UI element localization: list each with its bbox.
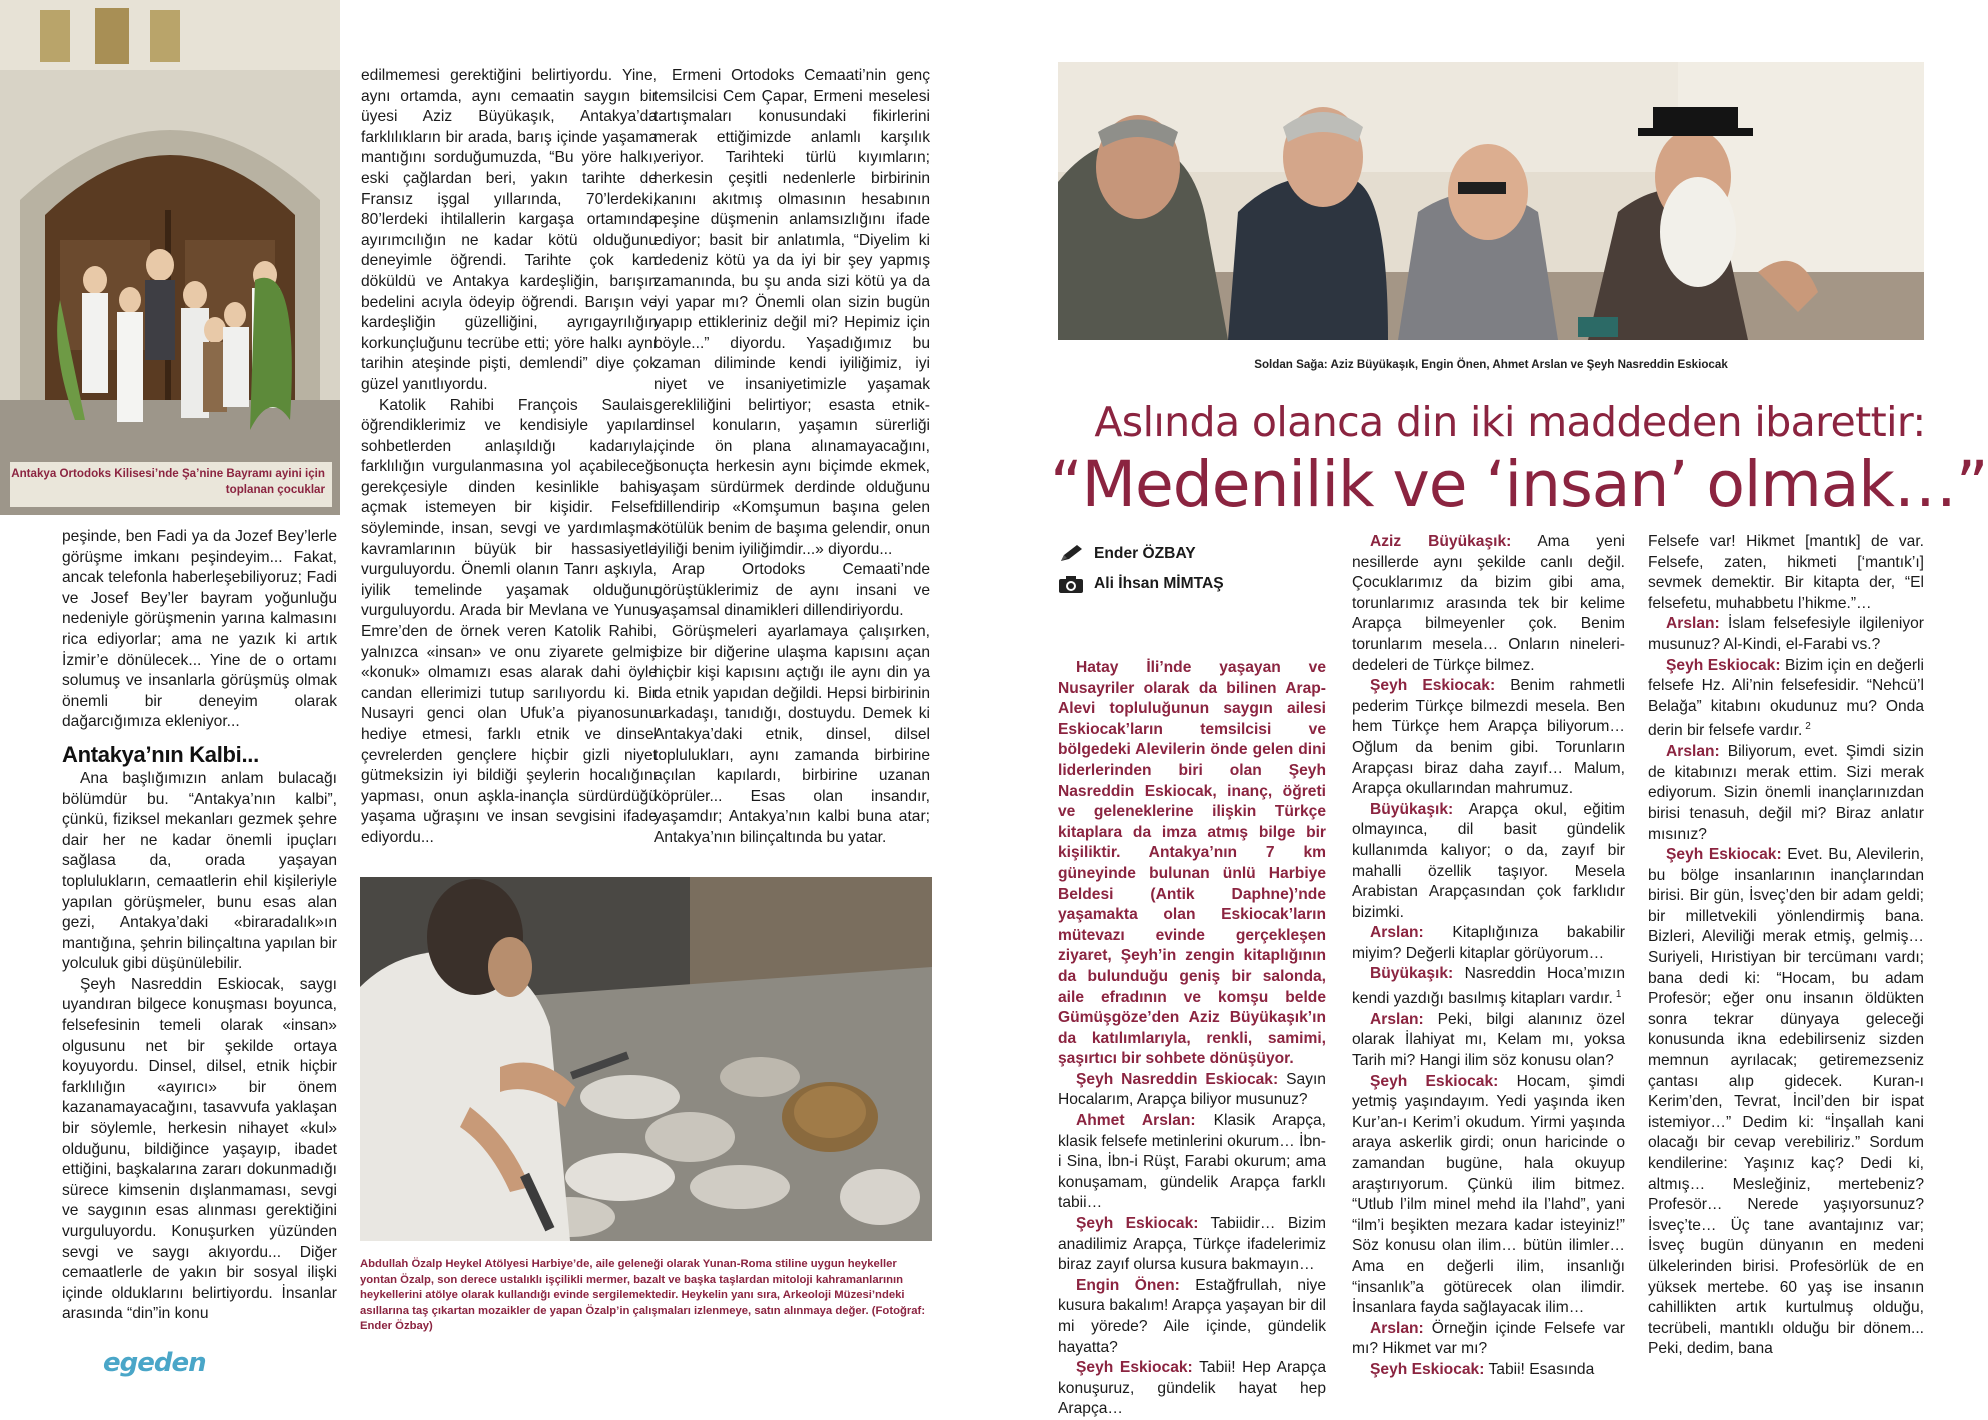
author-name: Ender ÖZBAY [1094,545,1196,562]
speaker-name: Şeyh Eskiocak: [1370,1360,1485,1378]
dialogue-line [1648,742,1924,845]
dialogue-line [1352,1010,1625,1072]
dialogue-line [1352,676,1625,800]
article-title-line-1: Aslında olanca din iki maddeden ibarettir: [1094,398,1926,446]
speaker-name: Büyükaşık: [1370,965,1454,983]
speaker-name: Arslan: [1666,615,1720,633]
author-byline [1058,544,1196,564]
dialogue-text: Tabiidir… Bizim anadilimiz Arapça, Türkçe ifadelerimiz biraz zayıf olursa kusura bakmayın… [1058,1215,1326,1274]
church-photo-caption: Antakya Ortodoks Kilisesi’nde Şa’nine Bayramı ayini için toplanan çocuklar [11,467,325,496]
dialogue-line [1352,1360,1625,1381]
footnote-marker: 2 [1805,721,1811,733]
sculptor-workshop-photo [360,877,932,1241]
col1-paragraph-1: Ana başlığımızın anlam bulacağı bölümdür bu. “Antakya’nın kalbi”, çünkü, fiziksel mekanları gezmek şehre dair her ne kadar önemli ipuçları sağlasa da, orada yaşayan toplulukların, cemaatlerin ehil kişileriyle yapılan görüşmeler, bunu esas alan gezi, Antakya’daki «biraradalık»ın mantığına, şehrin bilinçaltına yapılan bir yolculuk gibi düşünülebilir. [62,769,337,973]
dialogue-text: Örneğin içinde Felsefe var mı? Hikmet var mı? [1352,1319,1625,1358]
speaker-name: Şeyh Eskiocak: [1666,846,1782,864]
dialogue-line [1058,1214,1326,1276]
col2-paragraph-1: edilmemesi gerektiğini belirtiyordu. Yine, aynı ortamda, aynı cemaatin saygın bir üyesi Aziz Büyükaşık, Antakya’da farklılıkların bir arada, barış içinde yaşama mantığını sorduğumuzda, “Bu yöre halkı, eski çağlardan beri, yakın tarihte de Fransız işgal yıllarında, 70’lerdeki, 80’lerdeki ihtilallerin kargaşa ortamında ayırımcılığın ne kadar kötü olduğunu deneyimle öğrendi. Tarihte çok kan döküldü ve Antakya kardeşliğin, barışın bedelini acıyla ödeyip öğrendi. Barışın ve kardeşliğin güzelliğini, ayrıgayrılığın korkunçluğunu tecrübe etti; yöre halkı aynı tarihin ateşinde pişti, demlendi” diye çok güzel yanıtlıyordu. [361,67,657,393]
speaker-name: Arslan: [1370,1319,1424,1337]
speaker-name: Arslan: [1666,743,1720,761]
col3-continuation: Felsefe var! Hikmet [mantık] de var. Felsefe, zaten, hikmeti [‘mantık’ı] sevmek demektir. Bir kitapta der, “El felsefetu, muhabbetu l’hikme.”… [1648,533,1924,612]
pen-icon [1058,544,1084,564]
subhead-antakya-kalbi: Antakya’nın Kalbi... [62,741,259,767]
dialogue-line [1058,1358,1326,1420]
sculptor-workshop-illustration [360,877,932,1241]
speaker-name: Şeyh Eskiocak: [1370,1072,1499,1090]
dialogue-line [1352,964,1625,1009]
col1-paragraph-2: Şeyh Nasreddin Eskiocak, saygı uyandıran bilgece konuşması boyunca, felsefesinin temeli olarak «insan» olgusunu net bir şekilde ortaya koyuyordu. Dinsel, dilsel, etnik hiçbir farklılığın «ayırıcı» bir önem kazanamayacağını, tasavvufa yaklaşan bir söylemle, herkesin nihayet «kul» olduğunu, bildiğince yaşayıp, ibadet ettiğini, başkalarına zararı dokunmadığı sürece kimsenin dışlanmaması, sevgi ve saygının esas alınması gerektiğini vurguluyordu. Konuşurken yüzünden sevgi ve saygı akıyordu... Diğer cemaatlerle de yakın bir sosyal ilişki içinde olduklarını belirtiyordu. İnsanlar arasında “din”in konu [62,975,337,1323]
dialogue-text: Nasreddin Hoca’mızın kendi yazdığı basılmış kitapları vardır. [1352,965,1625,1008]
dialogue-line [1648,845,1924,1360]
right-column-2 [1352,532,1625,1381]
dialogue-text: Peki, bilgi alanınız özel olarak İlahiyat mı, Kelam mı, yoksa Tarih mi? Hangi ilim söz konusu olan? [1352,1010,1625,1070]
dialogue-line [1352,1072,1625,1319]
col1-intro-paragraph: peşinde, ben Fadi ya da Jozef Bey’lerle görüşme imkanı peşindeyim... Fakat, ancak telefonla haberleşebiliyoruz; Fadi ve Josef Bey’ler bayram yoğunluğu nedeniyle görüşmenin yarına kalmasını rica ediyorlar; ama ne yazık ki artık İzmir’e dönülecek... Yine de o ortamı solumuş ve insanlarla görüşmüş olmak önemli bir deneyim olarak dağarcığımıza ekleniyor... [62,528,337,731]
speaker-name: Şeyh Eskiocak: [1076,1359,1193,1377]
dialogue-line [1058,1111,1326,1214]
dialogue-line [1352,1319,1625,1360]
lead-paragraph: Hatay İli’nde yaşayan ve Nusayriler olarak da bilinen Arap-Alevi topluluğunun saygın ailesi Eskiocak’ların temsilcisi ve bölgedeki Alevilerin önde gelen dini liderlerinden biri olan Şeyh Nasreddin Eskiocak, inanç, öğreti ve geleneklerine ilişkin Türkçe kitaplara da imza atmış bilge bir kişiliktir. Antakya’nın 7 km güneyinde bulunan ünlü Harbiye Beldesi (Antik Daphne)’nde yaşamakta olan Eskiocak’ların mütevazı evinde gerçekleşen ziyaret, Şeyh’in zengin kitaplığının da bulunduğu geniş bir salonda, aile efradının ve komşu belde Gümüşgöze’den Aziz Büyükaşık’ın da katılımlarıyla, renkli, samimi, şaşırtıcı bir sohbete dönüşüyor. [1058,659,1326,1068]
dialogue-text: İslam felsefesiyle ilgileniyor musunuz? Al-Kindi, el-Farabi vs.? [1648,615,1924,653]
dialogue-text: Ama yeni nesillerde aynı şekilde canlı değil. Çocuklarımız da bizim gibi ama, torunlarımız arasında tek bir kelime Arapça bilmeyenler çok. Benim torunlarım mesela… Onların nineleri-dedeleri de Türkçe bilmez. [1352,533,1625,674]
church-children-illustration [0,0,340,515]
speaker-name: Şeyh Nasreddin Eskiocak: [1076,1070,1279,1088]
dialogue-text: Tabii! Esasında [1488,1360,1595,1378]
group-photo [1058,62,1924,340]
dialogue-text: Klasik Arapça, klasik felsefe metinlerini okurum… İbn-i Sina, İbn-i Rüşt, Farabi okurum; ama konuşamam, gündelik Arapça farklı tabii… [1058,1112,1327,1212]
speaker-name: Engin Önen: [1076,1276,1180,1294]
dialogue-text: Biliyorum, evet. Şimdi sizin de kitabınızı merak ettim. Sizi merak ediyorum. Sizin önemli inançlarınızdan birisi tenasuh, değil mi? Biraz anlatır mısınız? [1648,743,1924,843]
footnote-marker: 1 [1615,989,1622,1001]
dialogue-text: Kitaplığınıza bakabilir miyim? Değerli kitaplar görüyorum… [1352,924,1625,962]
right-column-1 [1058,658,1326,1420]
group-photo-illustration [1058,62,1924,340]
dialogue-line [1352,800,1625,924]
speaker-name: Şeyh Eskiocak: [1076,1215,1199,1233]
left-column-1 [62,527,337,1325]
dialogue-text: Tabii! Hep Arapça konuşuruz, gündelik hayat hep Arapça… [1058,1359,1326,1418]
article-title-line-2: “Medenilik ve ‘insan’ olmak…” [1050,448,1988,521]
dialogue-line [1352,923,1625,964]
dialogue-text: Evet. Bu, Alevilerin, bu bölge insanlarının inançlarından birisi. Bir gün, İsveç’den bir adam geldi; bir milletvekili yönlendirmiş bana. Bizleri, Aleviliği merak etmiş, gelmiş… Suriyeli, Hıristiyan bir tercümanı vardı; bana dedi ki: “Hocam, bu adam Profesör; eğer onu insanın öldükten sonra tekrar dünyaya geleceği konusunda ikna edebilirseniz sizden memnun ayrılacak; getiremezseniz çantası alıp gidecek. Kuran-ı Kerim’den, Tevrat, İncil’den bir ispat istemiyor…” Dedim ki: “İnşallah kani olacağı bir cevap verebiliriz.” Sordum kendilerine: Yaşınız kaç? Dedi ki, altmış… Mesleğiniz, mertebeniz? Profesör… Nerede yaşıyorsunuz? İsveç’te… Üç tane avantajınız var; İsveç bugün dünyanın en medeni ülkelerinden birisi. Profesörlük de en yüksek mertebe. 60 yaş ise insanın cahillikten artık kurtulmuş olduğu, tecrübeli, mantıklı olduğu bir dönem... Peki, dedim, bana [1648,846,1924,1358]
left-column-3 [654,66,930,849]
speaker-name: Arslan: [1370,924,1424,942]
sculptor-caption-credit: (Fotoğraf: Ender Özbay) [360,1304,926,1332]
dialogue-line [1058,1276,1326,1358]
col3-paragraph-1: Ermeni Ortodoks Cemaati’nin genç temsilcisi Cem Çapar, Ermeni meselesi tartışmaları konusundaki fikirlerini merak ettiğimizde anlamlı karşılık veriyor. Tarihteki türlü kıyımların; herkesin çeşitli nedenlerle birbirinin kanını akıtmış olmasının hesabının peşine düşmenin anlamsızlığını ifade ediyor; basit bir anlatımla, “Diyelim ki dedeniz kötü ya da iyi bir şey yapmış zamanında, bu şu anda sizi kötü ya da iyi yapar mı? Önemli olan sizin bugün yapıp ettikleriniz değil mi? Hepimiz için böyle...” diyordu. Yaşadığımız bu zaman diliminde kendi iyiliğimiz, iyi niyet ve insaniyetimizle yaşamak gerekliliğini belirtiyor; esasta etnik-dinsel konuların, yaşamın sürerliği içinde ön plana alınamayacağını, sonuçta herkesin aynı biçimde ekmek, yaşam sürdürmek derdinde olduğunu dillendirip «Komşumun başına gelen kötülük benim de başıma gelendir, onun iyiliği benim iyiliğimdir...» diyordu... [654,67,930,558]
right-column-3 [1648,532,1924,1360]
col3-paragraph-2: Arap Ortodoks Cemaati’nde görüştüklerimiz de aynı insani ve yaşamsal dinamikleri dillendiriyordu. [654,561,930,620]
speaker-name: Şeyh Eskiocak: [1666,656,1781,674]
dialogue-text: Arapça okul, eğitim olmayınca, dil basit gündelik kullanımda kalıyor; o da, zayıf bir mahalli özellik taşıyor. Mesela Arabistan Arapçasından çok farklıdır bizimki. [1352,800,1625,921]
photographer-byline [1058,574,1224,594]
dialogue-line [1648,614,1924,655]
left-column-2 [361,66,657,849]
dialogue-line [1352,532,1625,676]
col2-paragraph-2: Katolik Rahibi François Saulais, öğrendiklerimiz ve kendisiyle yapılan sohbetlerden anlaşıldığı kadarıyla, farklılığın vurgulanmasına yol açabileceği gerekçesiyle dinden kesinlikle bahis açmak istemeyen bir kişidir. Felsefi söyleminde, insan, sevgi ve yardımlaşma kavramlarının büyük bir hassasiyetle vurguluyordu. Önemli olanın Tanrı aşkıyla, iyilik temelinde yaşamak olduğunu vurguluyordu. Arada bir Mevlana ve Yunus Emre’den de örnek veren Katolik Rahibi, yalnızca «insan» ve onu ziyarete gelmiş «konuk» olmamızı esas alarak dahi öyle candan ellerimizi tutup sarılıyordu ki. Bir Nusayri genci olan Ufuk’a piyanosunu hediye etmesi, farklı etnik ve dinsel çevrelerden gençlere hiçbir gizli niyet gütmeksizin iyi bildiği şeylerin hocalığını yapması, onun aşkla-inançla sürdürdüğü yaşama uğraşını ve insan sevgisini ifade ediyordu... [361,396,657,846]
speaker-name: Ahmet Arslan: [1076,1112,1196,1130]
egeden-logo: egeden [103,1348,206,1378]
camera-icon [1058,574,1084,594]
speaker-name: Büyükaşık: [1370,800,1454,818]
dialogue-text: Bizim için en değerli felsefe Hz. Ali’nin felsefesidir. “Nehcü’l Belağa” kitabını okudunuz mu? Onda derin bir felsefe vardır. [1648,656,1924,740]
dialogue-text: Benim rahmetli pederim Türkçe bilmezdi mesela. Ben hem Türkçe hem Arapça biliyorum… Oğlum da benim gibi. Torunların Arapçası biraz daha zayıf… Malum, Arapça okullarından mahrumuz. [1352,677,1625,798]
church-children-photo [0,0,340,515]
dialogue-line [1648,656,1924,743]
speaker-name: Şeyh Eskiocak: [1370,677,1496,695]
sculptor-photo-caption [360,1257,932,1335]
dialogue-text: Hocam, şimdi yetmiş yaşındayım. Yedi yaşında iken Kur’an-ı Kerim’i okudum. Yirmi yaşında araya askerlik girdi; onun haricinde o zamandan bugüne, hala okuyup araştırıyorum. Çünkü ilim bitmez. “Utlub l’ilm minel mehd ila l’lahd”, yani “ilm’i beşikten mezara kadar isteyiniz!” Söz konusu olan ilim… bütün ilimler… Ama en değerli ilim, insanlığı “insanlık”a götürecek olan ilimdir. İnsanlara fayda sağlayacak ilim… [1352,1072,1625,1317]
col3-paragraph-3: Görüşmeleri ayarlamaya çalışırken, bize bir diğerine ulaşma kapısını açan hiçbir kişi kapısını açtığı ile aynı din ya da etnik yapıdan değildi. Hepsi birbirinin arkadaşı, tanıdığı, dostuydu. Demek ki Antakya’daki etnik, dinsel, dilsel toplulukları, aynı zamanda birbirine açılan kapılardı, birbirine uzanan köprüler... Esas olan insandır, yaşamdır; Antakya’nın kalbi buna atar; Antakya’nın bilinçaltında bu yatar. [654,623,930,846]
group-photo-caption: Soldan Sağa: Aziz Büyükaşık, Engin Önen, Ahmet Arslan ve Şeyh Nasreddin Eskiocak [1254,358,1728,371]
speaker-name: Aziz Büyükaşık: [1370,533,1512,550]
speaker-name: Arslan: [1370,1010,1424,1028]
photographer-name: Ali İhsan MİMTAŞ [1094,575,1224,592]
dialogue-line [1058,1070,1326,1111]
sculptor-caption-text: Abdullah Özalp Heykel Atölyesi Harbiye’de, aile geleneği olarak Yunan-Roma stiline uygun heykeller yontan Özalp, son derece ustalıklı işçilikli mermer, bazalt ve başka taşlardan mitoloji kahramanlarının heykellerini atölye olarak kullandığı evinde sergilemektedir. Heykelin yanı sıra, Arkeoloji Müzesi’ndeki asıllarına taş çıkartan mozaikler de yapan Özalp’in çalışmaları izlenmeye, satın alınmaya değer. [360,1258,905,1317]
dialogue-text: Estağfrullah, niye kusura bakalım! Arapça yaşayan bir dil mi yörede? Aile içinde, gündelik hayatta? [1058,1276,1326,1356]
dialogue-text: Sayın Hocalarım, Arapça biliyor musunuz? [1058,1070,1326,1109]
